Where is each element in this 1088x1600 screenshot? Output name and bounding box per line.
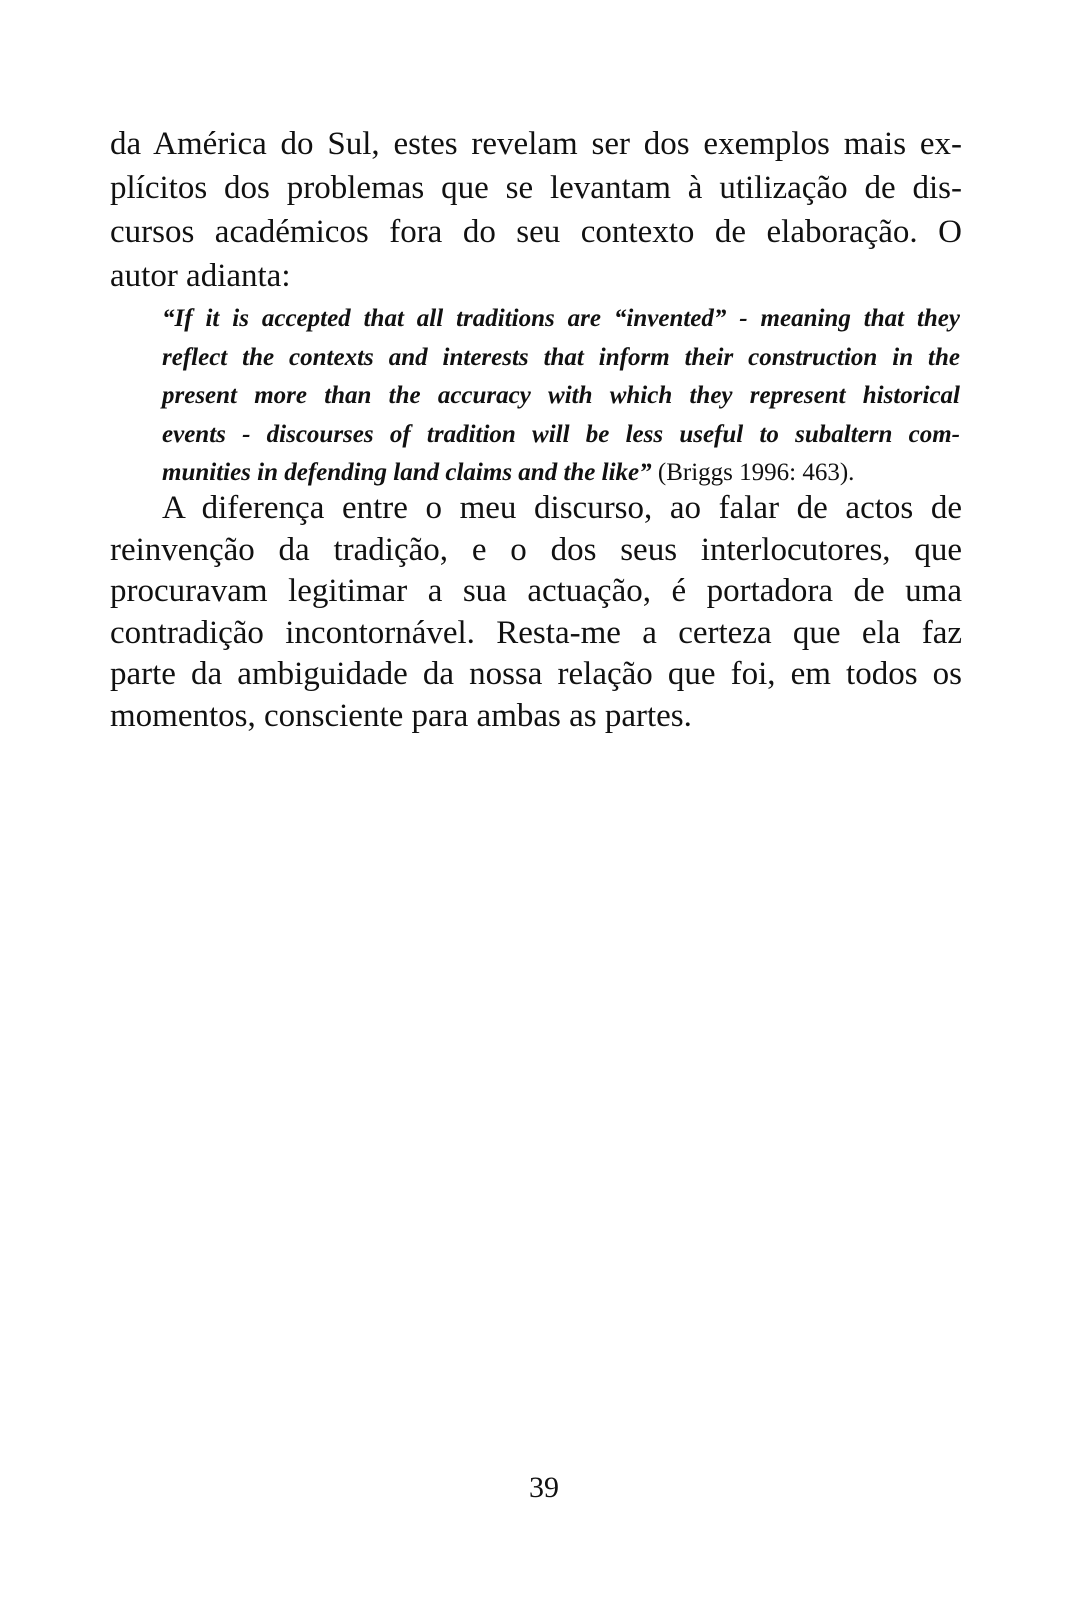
block-quote — [162, 300, 960, 493]
page-number: 39 — [529, 1471, 559, 1504]
paragraph-intro — [110, 122, 962, 298]
paragraph-line: autor adianta: — [110, 258, 291, 294]
paragraph-line: contradição incontornável. Resta-me a certeza que ela faz — [110, 614, 962, 651]
quote-citation: (Briggs 1996: 463). — [657, 459, 855, 486]
paragraph-line: A diferença entre o meu discurso, ao falar de actos de — [162, 490, 962, 526]
quote-line: events - discourses of tradition will be less useful to subaltern com- — [162, 420, 960, 448]
paragraph-line: plícitos dos problemas que se levantam à utilização de dis- — [110, 170, 962, 206]
quote-line: present more than the accuracy with which they represent historical — [162, 382, 960, 409]
paragraph-line: procuravam legitimar a sua actuação, é portadora de uma — [110, 573, 962, 609]
quote-line-final — [162, 454, 960, 493]
paragraph-line: da América do Sul, estes revelam ser dos exemplos mais ex- — [110, 126, 962, 162]
paragraph-conclusion — [110, 488, 962, 737]
quote-line: reflect the contexts and interests that inform their construction in the — [162, 343, 960, 371]
paragraph-line: reinvenção da tradição, e o dos seus interlocutores, que — [110, 531, 962, 568]
paragraph-line: cursos académicos fora do seu contexto de elaboração. O — [110, 214, 962, 250]
paragraph-line: parte da ambiguidade da nossa relação que foi, em todos os — [110, 656, 962, 692]
paragraph-line: momentos, consciente para ambas as partes. — [110, 697, 692, 734]
quote-text: munities in defending land claims and the like” — [162, 459, 652, 486]
quote-line: “If it is accepted that all traditions are “invented” - meaning that they — [162, 305, 960, 332]
